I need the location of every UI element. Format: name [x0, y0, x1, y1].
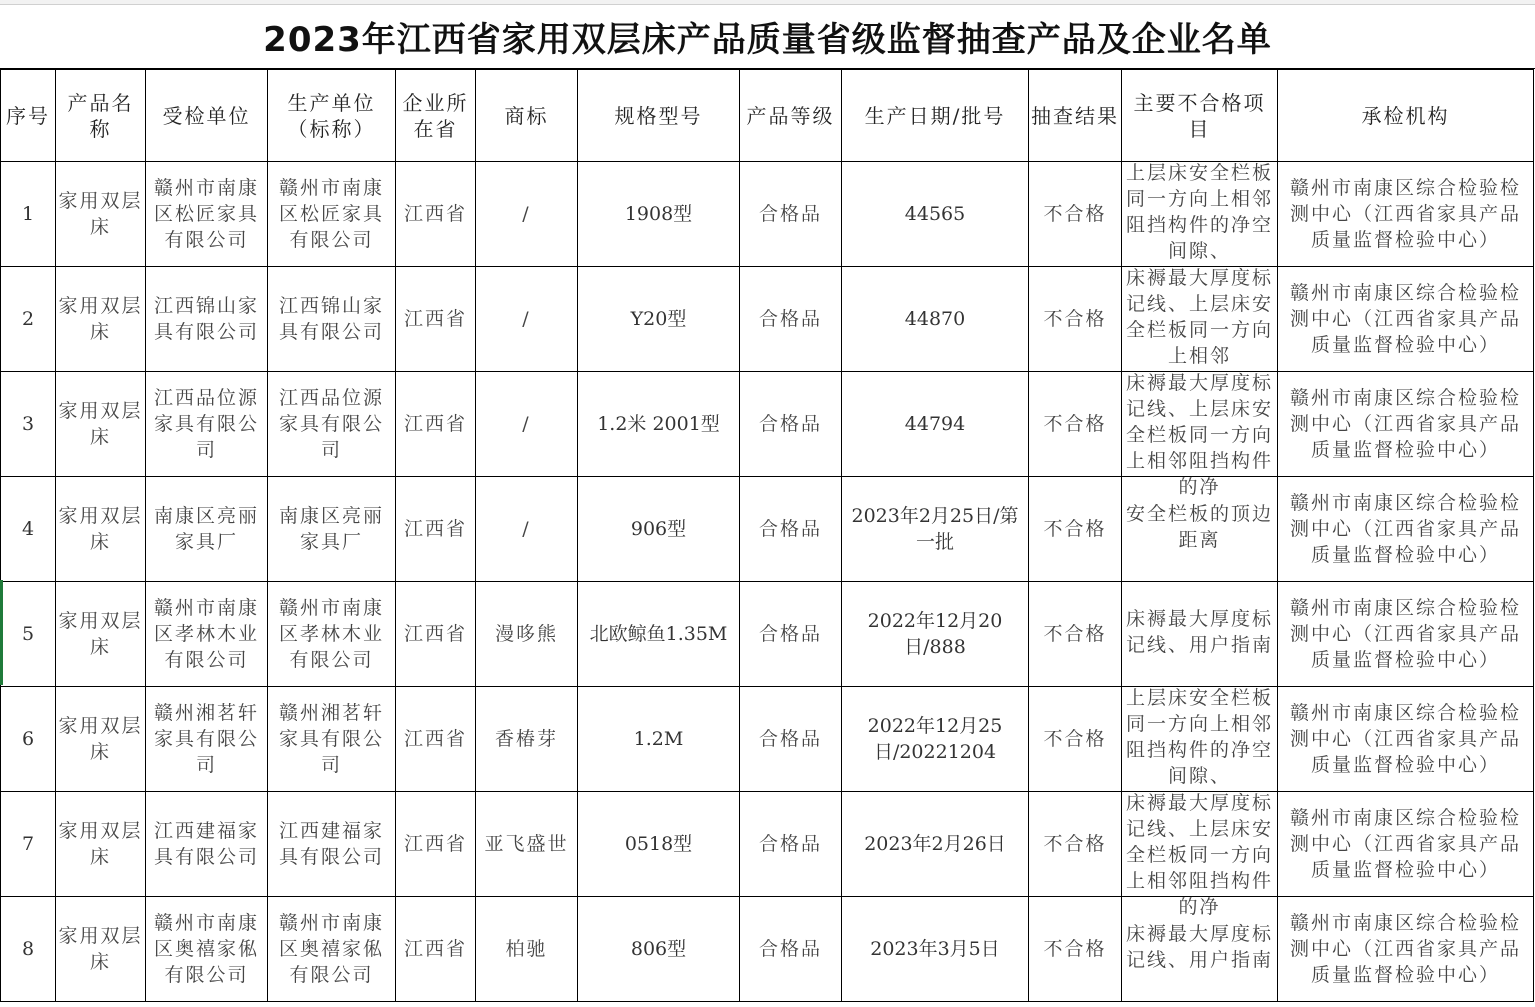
cell-producer-text: 赣州市南康区孝林木业有限公司 [278, 597, 384, 671]
cell-inspected[interactable] [146, 897, 268, 1002]
cell-no-text: 1 [21, 203, 35, 225]
cell-date[interactable] [842, 687, 1029, 792]
cell-province[interactable] [396, 267, 476, 372]
cell-province-text: 江西省 [403, 308, 467, 330]
header-row [1, 70, 1534, 162]
cell-defect-text: 床褥最大厚度标记线、用户指南 [1125, 923, 1273, 971]
cell-grade-text: 合格品 [758, 413, 822, 435]
cell-result-text: 不合格 [1043, 728, 1107, 750]
cell-date-text: 2023年2月25日/第一批 [851, 505, 1019, 553]
cell-product[interactable] [56, 582, 146, 687]
cell-province[interactable] [396, 582, 476, 687]
cell-model[interactable] [578, 687, 740, 792]
cell-lab-text: 赣州市南康区综合检验检测中心（江西省家具产品质量监督检验中心） [1289, 387, 1521, 461]
sheet-title: 2023年江西省家用双层床产品质量省级监督抽查产品及企业名单 [0, 5, 1535, 69]
cell-lab[interactable] [1278, 897, 1534, 1002]
cell-producer[interactable] [268, 687, 396, 792]
cell-result-text: 不合格 [1043, 623, 1107, 645]
cell-model[interactable] [578, 162, 740, 267]
cell-grade-text: 合格品 [758, 203, 822, 225]
cell-date-text: 2023年2月26日 [864, 833, 1006, 855]
cell-producer[interactable] [268, 372, 396, 477]
cell-result[interactable] [1029, 162, 1122, 267]
cell-brand[interactable] [476, 897, 578, 1002]
cell-result[interactable] [1029, 897, 1122, 1002]
cell-model-text: 北欧鲸鱼1.35M [589, 623, 728, 645]
header-no[interactable]: 序号 [1, 70, 56, 162]
cell-model[interactable] [578, 897, 740, 1002]
cell-product-text: 家用双层床 [58, 820, 143, 868]
cell-inspected-text: 江西建福家具有限公司 [153, 820, 259, 868]
cell-defect[interactable] [1122, 687, 1278, 792]
cell-province-text: 江西省 [403, 623, 467, 645]
cell-product[interactable] [56, 687, 146, 792]
cell-grade[interactable] [740, 687, 842, 792]
cell-product[interactable] [56, 897, 146, 1002]
cell-grade[interactable] [740, 267, 842, 372]
cell-no[interactable] [1, 267, 56, 372]
cell-inspected-text: 江西锦山家具有限公司 [153, 295, 259, 343]
header-producer[interactable]: 生产单位（标称） [268, 70, 396, 162]
cell-no-text: 6 [21, 728, 35, 750]
cell-producer[interactable] [268, 582, 396, 687]
cell-result-text: 不合格 [1043, 413, 1107, 435]
header-product[interactable]: 产品名称 [56, 70, 146, 162]
cell-result[interactable] [1029, 477, 1122, 582]
cell-brand-text: / [522, 413, 531, 435]
cell-inspected[interactable] [146, 267, 268, 372]
cell-no-text: 3 [21, 413, 35, 435]
cell-inspected[interactable] [146, 372, 268, 477]
cell-inspected[interactable] [146, 687, 268, 792]
cell-model-text: Y20型 [630, 308, 687, 330]
cell-no-text: 2 [21, 308, 35, 330]
cell-no[interactable] [1, 582, 56, 687]
cell-model[interactable] [578, 792, 740, 897]
cell-defect-text: 床褥最大厚度标记线、上层床安全栏板同一方向上相邻阻挡构件的净 [1125, 372, 1273, 498]
cell-province-text: 江西省 [403, 518, 467, 540]
cell-province[interactable] [396, 477, 476, 582]
cell-defect-text: 床褥最大厚度标记线、上层床安全栏板同一方向上相邻 [1125, 267, 1273, 367]
cell-brand-text: 漫哆熊 [494, 623, 558, 645]
cell-producer[interactable] [268, 897, 396, 1002]
table-row [1, 582, 1534, 687]
table-row [1, 372, 1534, 477]
cell-model[interactable] [578, 267, 740, 372]
cell-model[interactable] [578, 477, 740, 582]
cell-lab[interactable] [1278, 582, 1534, 687]
cell-defect[interactable] [1122, 372, 1278, 498]
cell-date-text: 44870 [904, 308, 966, 330]
cell-model[interactable] [578, 372, 740, 477]
cell-lab[interactable] [1278, 372, 1534, 477]
cell-producer-text: 江西建福家具有限公司 [278, 820, 384, 868]
cell-grade[interactable] [740, 582, 842, 687]
cell-no-text: 5 [21, 623, 35, 645]
cell-producer-text: 赣州湘茗轩家具有限公司 [278, 702, 384, 776]
cell-brand[interactable] [476, 267, 578, 372]
header-model[interactable]: 规格型号 [578, 70, 740, 162]
cell-brand-text: 柏驰 [505, 938, 548, 960]
cell-product[interactable] [56, 162, 146, 267]
cell-lab[interactable] [1278, 687, 1534, 792]
cell-province-text: 江西省 [403, 938, 467, 960]
cell-lab-text: 赣州市南康区综合检验检测中心（江西省家具产品质量监督检验中心） [1289, 702, 1521, 776]
header-grade[interactable]: 产品等级 [740, 70, 842, 162]
cell-product-text: 家用双层床 [58, 925, 143, 973]
header-province[interactable]: 企业所在省 [396, 70, 476, 162]
table-row [1, 792, 1534, 897]
cell-date[interactable] [842, 582, 1029, 687]
table-body [1, 162, 1534, 1002]
cell-product[interactable] [56, 792, 146, 897]
cell-province[interactable] [396, 372, 476, 477]
cell-province-text: 江西省 [403, 833, 467, 855]
cell-result-text: 不合格 [1043, 203, 1107, 225]
cell-brand-text: / [522, 518, 531, 540]
cell-product-text: 家用双层床 [58, 715, 143, 763]
cell-product-text: 家用双层床 [58, 505, 143, 553]
cell-defect[interactable] [1122, 162, 1278, 267]
cell-defect[interactable] [1122, 267, 1278, 372]
cell-result-text: 不合格 [1043, 833, 1107, 855]
cell-lab-text: 赣州市南康区综合检验检测中心（江西省家具产品质量监督检验中心） [1289, 912, 1521, 986]
cell-brand-text: / [522, 203, 531, 225]
cell-product[interactable] [56, 477, 146, 582]
table-row [1, 267, 1534, 372]
cell-grade[interactable] [740, 162, 842, 267]
cell-no[interactable] [1, 162, 56, 267]
cell-province[interactable] [396, 897, 476, 1002]
cell-grade-text: 合格品 [758, 518, 822, 540]
cell-grade[interactable] [740, 477, 842, 582]
cell-model-text: 906型 [630, 518, 687, 540]
cell-date[interactable] [842, 477, 1029, 582]
cell-inspected-text: 江西品位源家具有限公司 [153, 387, 259, 461]
cell-date-text: 2022年12月20日/888 [867, 610, 1003, 658]
cell-grade-text: 合格品 [758, 623, 822, 645]
cell-no[interactable] [1, 897, 56, 1002]
cell-lab-text: 赣州市南康区综合检验检测中心（江西省家具产品质量监督检验中心） [1289, 177, 1521, 251]
cell-defect-text: 床褥最大厚度标记线、用户指南 [1125, 608, 1273, 656]
header-result[interactable]: 抽查结果 [1029, 70, 1122, 162]
header-date[interactable]: 生产日期/批号 [842, 70, 1029, 162]
cell-date[interactable] [842, 267, 1029, 372]
cell-province-text: 江西省 [403, 413, 467, 435]
cell-result[interactable] [1029, 792, 1122, 897]
cell-product-text: 家用双层床 [58, 610, 143, 658]
cell-lab-text: 赣州市南康区综合检验检测中心（江西省家具产品质量监督检验中心） [1289, 282, 1521, 356]
cell-province[interactable] [396, 687, 476, 792]
header-inspected[interactable]: 受检单位 [146, 70, 268, 162]
cell-brand[interactable] [476, 162, 578, 267]
cell-result[interactable] [1029, 687, 1122, 792]
cell-province[interactable] [396, 162, 476, 267]
cell-defect-text: 床褥最大厚度标记线、上层床安全栏板同一方向上相邻阻挡构件的净 [1125, 792, 1273, 918]
cell-inspected-text: 赣州市南康区孝林木业有限公司 [153, 597, 259, 671]
cell-inspected[interactable] [146, 162, 268, 267]
cell-brand[interactable] [476, 372, 578, 477]
cell-province[interactable] [396, 792, 476, 897]
cell-product-text: 家用双层床 [58, 190, 143, 238]
inspection-table [0, 69, 1534, 1002]
cell-lab[interactable] [1278, 477, 1534, 582]
cell-defect[interactable] [1122, 792, 1278, 918]
cell-defect-text: 上层床安全栏板同一方向上相邻阻挡构件的净空间隙、 [1125, 162, 1273, 262]
row-selection-indicator [0, 580, 3, 685]
cell-producer-text: 南康区亮丽家具厂 [278, 505, 384, 553]
cell-producer[interactable] [268, 162, 396, 267]
table-row [1, 162, 1534, 267]
cell-brand-text: / [522, 308, 531, 330]
cell-model-text: 1.2M [633, 728, 684, 750]
header-lab[interactable]: 承检机构 [1278, 70, 1534, 162]
cell-model-text: 1908型 [624, 203, 693, 225]
cell-product[interactable] [56, 267, 146, 372]
cell-product-text: 家用双层床 [58, 400, 143, 448]
cell-lab-text: 赣州市南康区综合检验检测中心（江西省家具产品质量监督检验中心） [1289, 597, 1521, 671]
table-row [1, 687, 1534, 792]
cell-producer[interactable] [268, 792, 396, 897]
cell-date-text: 2022年12月25日/20221204 [867, 715, 1003, 763]
cell-defect-text: 上层床安全栏板同一方向上相邻阻挡构件的净空间隙、 [1125, 687, 1273, 787]
cell-producer-text: 赣州市南康区松匠家具有限公司 [278, 177, 384, 251]
cell-model[interactable] [578, 582, 740, 687]
cell-result[interactable] [1029, 372, 1122, 477]
cell-no[interactable] [1, 372, 56, 477]
cell-grade-text: 合格品 [758, 833, 822, 855]
cell-result-text: 不合格 [1043, 938, 1107, 960]
cell-brand-text: 亚飞盛世 [484, 833, 569, 855]
cell-inspected[interactable] [146, 477, 268, 582]
cell-lab[interactable] [1278, 267, 1534, 372]
cell-inspected[interactable] [146, 582, 268, 687]
cell-brand[interactable] [476, 687, 578, 792]
cell-no-text: 8 [21, 938, 35, 960]
cell-grade[interactable] [740, 897, 842, 1002]
header-brand[interactable]: 商标 [476, 70, 578, 162]
cell-inspected-text: 赣州市南康区奥禧家俬有限公司 [153, 912, 259, 986]
cell-date[interactable] [842, 792, 1029, 897]
cell-model-text: 0518型 [624, 833, 693, 855]
cell-inspected-text: 南康区亮丽家具厂 [153, 505, 259, 553]
cell-inspected-text: 赣州市南康区松匠家具有限公司 [153, 177, 259, 251]
cell-province-text: 江西省 [403, 728, 467, 750]
cell-result[interactable] [1029, 582, 1122, 687]
cell-result[interactable] [1029, 267, 1122, 372]
cell-date-text: 44565 [904, 203, 966, 225]
cell-lab[interactable] [1278, 162, 1534, 267]
cell-grade[interactable] [740, 792, 842, 897]
cell-date-text: 2023年3月5日 [870, 938, 1000, 960]
cell-date[interactable] [842, 372, 1029, 477]
cell-no[interactable] [1, 687, 56, 792]
header-defect[interactable]: 主要不合格项目 [1122, 70, 1278, 162]
table-row [1, 477, 1534, 582]
cell-no-text: 4 [21, 518, 35, 540]
cell-no[interactable] [1, 477, 56, 582]
cell-product-text: 家用双层床 [58, 295, 143, 343]
cell-brand[interactable] [476, 582, 578, 687]
cell-producer[interactable] [268, 267, 396, 372]
cell-brand-text: 香椿芽 [494, 728, 558, 750]
cell-lab[interactable] [1278, 792, 1534, 897]
cell-defect-text: 安全栏板的顶边距离 [1125, 503, 1273, 551]
cell-brand[interactable] [476, 477, 578, 582]
cell-producer-text: 江西锦山家具有限公司 [278, 295, 384, 343]
cell-inspected[interactable] [146, 792, 268, 897]
cell-date-text: 44794 [904, 413, 966, 435]
cell-grade-text: 合格品 [758, 938, 822, 960]
cell-inspected-text: 赣州湘茗轩家具有限公司 [153, 702, 259, 776]
cell-result-text: 不合格 [1043, 308, 1107, 330]
cell-lab-text: 赣州市南康区综合检验检测中心（江西省家具产品质量监督检验中心） [1289, 807, 1521, 881]
cell-no[interactable] [1, 792, 56, 897]
cell-province-text: 江西省 [403, 203, 467, 225]
cell-model-text: 806型 [630, 938, 687, 960]
cell-model-text: 1.2米 2001型 [597, 413, 720, 435]
cell-result-text: 不合格 [1043, 518, 1107, 540]
cell-producer[interactable] [268, 477, 396, 582]
cell-no-text: 7 [21, 833, 35, 855]
cell-lab-text: 赣州市南康区综合检验检测中心（江西省家具产品质量监督检验中心） [1289, 492, 1521, 566]
cell-date[interactable] [842, 897, 1029, 1002]
cell-grade-text: 合格品 [758, 728, 822, 750]
table-row [1, 897, 1534, 1002]
cell-grade-text: 合格品 [758, 308, 822, 330]
cell-grade[interactable] [740, 372, 842, 477]
cell-brand[interactable] [476, 792, 578, 897]
cell-producer-text: 赣州市南康区奥禧家俬有限公司 [278, 912, 384, 986]
cell-producer-text: 江西品位源家具有限公司 [278, 387, 384, 461]
cell-defect[interactable] [1122, 582, 1278, 687]
cell-product[interactable] [56, 372, 146, 477]
cell-date[interactable] [842, 162, 1029, 267]
